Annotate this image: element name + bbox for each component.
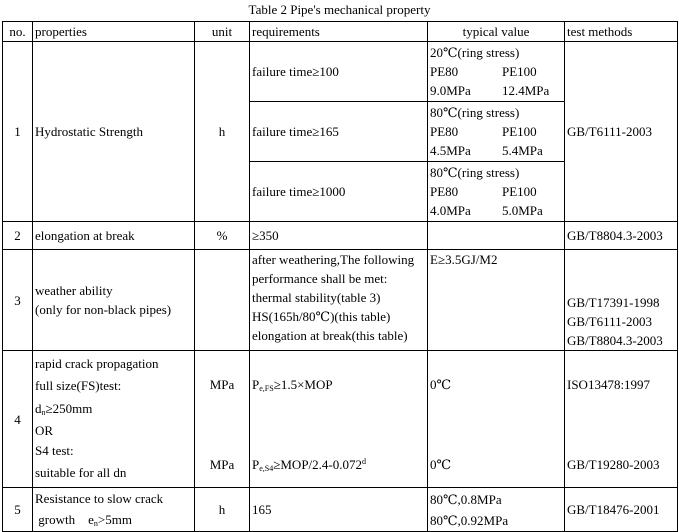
row5-typical bbox=[428, 488, 565, 532]
test-method-line: GB/T6111-2003 bbox=[567, 314, 652, 329]
property-line: rapid crack propagation bbox=[35, 356, 159, 371]
req-line: HS(165h/80℃)(this table) bbox=[252, 309, 391, 324]
header-no: no. bbox=[3, 22, 33, 42]
property-line bbox=[35, 397, 192, 421]
value-pe100: 5.0MPa bbox=[502, 203, 543, 218]
p-symbol: P bbox=[252, 457, 260, 472]
row3-test-methods bbox=[565, 250, 678, 351]
row3-req bbox=[250, 250, 428, 351]
property-line: (only for non-black pipes) bbox=[35, 302, 172, 317]
row4-test bbox=[565, 351, 678, 488]
header-test-methods: test methods bbox=[565, 22, 678, 42]
table-row bbox=[3, 488, 678, 532]
row2-typical bbox=[428, 222, 565, 250]
row1-property: Hydrostatic Strength bbox=[33, 42, 195, 222]
table-row bbox=[3, 250, 678, 351]
p-symbol: P bbox=[252, 377, 260, 392]
p-subscript: e,S4 bbox=[259, 464, 274, 473]
req-line: after weathering,The following bbox=[252, 252, 415, 267]
row1-test-method: GB/T6111-2003 bbox=[565, 42, 678, 222]
row1-req-1: failure time≥100 bbox=[250, 42, 428, 102]
value-pe80: 9.0MPa bbox=[430, 83, 471, 98]
typical-materials bbox=[430, 62, 562, 81]
row5-unit: h bbox=[195, 488, 250, 532]
req-fs bbox=[252, 351, 425, 419]
row4-req bbox=[250, 351, 428, 488]
property-line: OR bbox=[35, 423, 54, 438]
material-pe100: PE100 bbox=[502, 64, 537, 79]
en-value: >5mm bbox=[97, 511, 132, 527]
row1-typical-1 bbox=[428, 42, 565, 102]
value-pe80: 4.5MPa bbox=[430, 143, 471, 158]
req-line: thermal stability(table 3) bbox=[252, 290, 381, 305]
unit-s4: MPa bbox=[209, 457, 235, 472]
material-pe80: PE80 bbox=[430, 64, 459, 79]
typical-condition: 80℃(ring stress) bbox=[430, 105, 520, 120]
test-fs: ISO13478:1997 bbox=[567, 377, 651, 392]
typical-line: 80℃,0.8MPa bbox=[430, 491, 502, 507]
material-pe80: PE80 bbox=[430, 124, 459, 139]
req-s4-value: ≥MOP/2.4-0.072 bbox=[273, 457, 362, 472]
typical-materials bbox=[430, 122, 562, 141]
test-s4: GB/T19280-2003 bbox=[567, 457, 660, 472]
property-line: full size(FS)test: bbox=[35, 378, 122, 393]
typical-values bbox=[430, 201, 562, 220]
table-caption: Table 2 Pipe's mechanical property bbox=[248, 2, 431, 17]
typical-fs: 0℃ bbox=[430, 377, 452, 392]
row3-no: 3 bbox=[3, 250, 33, 351]
table-row bbox=[3, 222, 678, 250]
row4-no: 4 bbox=[3, 351, 33, 488]
row3-unit bbox=[195, 250, 250, 351]
material-pe100: PE100 bbox=[502, 184, 537, 199]
row5-test-method: GB/T18476-2001 bbox=[565, 488, 678, 532]
table-row bbox=[3, 42, 678, 102]
row2-unit: % bbox=[195, 222, 250, 250]
row2-test-method: GB/T8804.3-2003 bbox=[565, 222, 678, 250]
row2-req: ≥350 bbox=[250, 222, 428, 250]
dn-symbol: d bbox=[35, 401, 42, 416]
en-symbol: e bbox=[88, 511, 94, 527]
row1-no: 1 bbox=[3, 42, 33, 222]
req-line: performance shall be met: bbox=[252, 271, 388, 286]
growth-label: growth bbox=[38, 511, 76, 527]
property-line: Resistance to slow crack bbox=[35, 490, 164, 506]
value-pe100: 5.4MPa bbox=[502, 143, 543, 158]
header-properties: properties bbox=[33, 22, 195, 42]
p-subscript: e,FS bbox=[259, 384, 274, 393]
property-line: suitable for all dn bbox=[35, 465, 127, 480]
typical-materials bbox=[430, 182, 562, 201]
row1-req-3: failure time≥1000 bbox=[250, 162, 428, 222]
header-row bbox=[3, 22, 678, 42]
mechanical-property-table bbox=[2, 21, 678, 532]
row5-no: 5 bbox=[3, 488, 33, 532]
row1-unit: h bbox=[195, 42, 250, 222]
table-row bbox=[3, 351, 678, 488]
req-fs-value: ≥1.5×MOP bbox=[273, 377, 333, 392]
en-subscript: n bbox=[93, 518, 98, 528]
typical-line: 80℃,0.92MPa bbox=[430, 512, 509, 528]
value-pe80: 4.0MPa bbox=[430, 203, 471, 218]
typical-values bbox=[430, 81, 562, 100]
typical-s4: 0℃ bbox=[430, 457, 452, 472]
typical-condition: 80℃(ring stress) bbox=[430, 165, 520, 180]
header-unit: unit bbox=[195, 22, 250, 42]
test-method-line: GB/T8804.3-2003 bbox=[567, 333, 663, 348]
dn-value: ≥250mm bbox=[45, 401, 93, 416]
row1-typical-3 bbox=[428, 162, 565, 222]
row2-no: 2 bbox=[3, 222, 33, 250]
row2-property: elongation at break bbox=[33, 222, 195, 250]
property-line: weather ability bbox=[35, 283, 113, 298]
row5-property bbox=[33, 488, 195, 532]
row3-property bbox=[33, 250, 195, 351]
superscript-d: d bbox=[362, 457, 366, 466]
row1-typical-2 bbox=[428, 102, 565, 162]
row3-typical: E≥3.5GJ/M2 bbox=[428, 250, 565, 351]
value-pe100: 12.4MPa bbox=[502, 83, 550, 98]
property-line: S4 test: bbox=[35, 443, 74, 458]
req-line: elongation at break(this table) bbox=[252, 328, 408, 343]
dn-subscript: n bbox=[41, 408, 46, 417]
unit-fs: MPa bbox=[209, 377, 235, 392]
req-s4 bbox=[252, 419, 425, 487]
row4-typical bbox=[428, 351, 565, 488]
material-pe100: PE100 bbox=[502, 124, 537, 139]
header-typical-value: typical value bbox=[428, 22, 565, 42]
header-requirements: requirements bbox=[250, 22, 428, 42]
property-line bbox=[35, 509, 192, 531]
typical-values bbox=[430, 141, 562, 160]
material-pe80: PE80 bbox=[430, 184, 459, 199]
row5-req: 165 bbox=[250, 488, 428, 532]
row4-unit bbox=[195, 351, 250, 488]
row4-property bbox=[33, 351, 195, 488]
test-method-line: GB/T17391-1998 bbox=[567, 295, 660, 310]
typical-condition: 20℃(ring stress) bbox=[430, 45, 520, 60]
row1-req-2: failure time≥165 bbox=[250, 102, 428, 162]
